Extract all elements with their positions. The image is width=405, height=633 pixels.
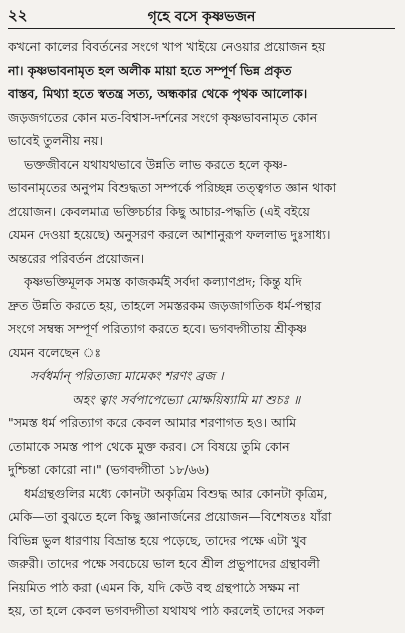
text-line: হয়, তা হলে কেবল ভগবদ্গীতা যথাযথ পাঠ করলেই তাদের সকল: [8, 603, 325, 618]
text-line: ভাবেই তুলনীয় নয়।: [8, 133, 103, 148]
text-line: মেকি—তা বুঝতে হলে কিছু জ্ঞানার্জনের প্রয়োজন—বিশেষতঃ যাঁরা: [8, 509, 332, 524]
text-line: যেমন বলেছেন ঃ: [8, 344, 102, 360]
text-line: ভাবনামৃতের অনুপম বিশুদ্ধতা সম্পর্কে পরিচ্ছন্ন তত্ত্বগত জ্ঞান থাকা: [8, 180, 337, 195]
text-line: তোমাকে সমস্ত পাপ থেকে মুক্ত করব। সে বিষয়ে তুমি কোন: [8, 438, 290, 454]
text-line: দুশ্চিন্তা কোরো না।" (ভগবদ্গীতা ১৮/৬৬): [8, 462, 210, 477]
text-line: কৃষ্ণভক্তিমূলক সমস্ত কাজকর্মই সর্বদা কল্যাণপ্রদ; কিন্তু যদি: [24, 274, 302, 289]
text-line: কখনো কালের বিবর্তনের সংগে খাপ খাইয়ে নেওয়ার প্রয়োজন হয়: [8, 39, 326, 54]
text-line: জড়জগতের কোন মত-বিশ্বাস-দর্শনের সংগে কৃষ্ণভাবনামৃত কোন: [8, 109, 318, 125]
page-number: ২২: [8, 6, 28, 24]
page-header: [8, 4, 395, 28]
text-line: বাস্তব, মিথ্যা হতে স্বতন্ত্র সত্য, অন্ধকার থেকে পৃথক আলোক।: [8, 86, 308, 101]
verse-line: সর্বধর্মান্ পরিত্যজ্য মামেকং শরণং ব্রজ ।: [30, 368, 224, 383]
text-line: ধর্মগ্রন্থগুলির মধ্যে কোনটা অকৃত্রিম বিশুদ্ধ আর কোনটা কৃত্রিম,: [24, 485, 328, 501]
text-line: বিভিন্ন ভুল ধারণায় বিভ্রান্ত হয়ে পড়েছে, তাদের পক্ষে এটা খুব: [8, 532, 307, 548]
running-title: গৃহে বসে কৃষ্ণভজন: [147, 9, 256, 25]
text-line: "সমস্ত ধর্ম পরিত্যাগ করে কেবল আমার শরণাগত হও। আমি: [8, 415, 297, 430]
text-line: ভক্তজীবনে যথাযথভাবে উন্নতি লাভ করতে হলে কৃষ্ণ-: [24, 156, 288, 172]
text-line: দ্রুত উন্নতি করতে হয়, তাহলে সমস্তরকম জড়জাগতিক ধর্ম-পন্থার: [8, 297, 322, 313]
text-line: জরুরী। তাদের পক্ষে সবচেয়ে ভাল হবে শ্রীল প্রভুপাদের গ্রন্থাবলী: [8, 556, 320, 571]
verse-line: অহং ত্বাং সর্বপাপেভ্যো মোক্ষয়িষ্যামি মা শুচঃ ॥: [72, 391, 301, 407]
text-line: অন্তরের পরিবর্তন প্রয়োজন।: [8, 250, 145, 266]
text-line: যেমন দেওয়া হয়েছে) অনুসরণ করলে আশানুরূপ ফললাভ দুঃসাধ্য।: [8, 227, 331, 242]
text-line: সংগে সম্বন্ধ সম্পূর্ণ পরিত্যাগ করতে হবে। ভগবদ্গীতায় শ্রীকৃষ্ণ: [8, 321, 307, 336]
text-line: না। কৃষ্ণভাবনামৃত হল অলীক মায়া হতে সম্পূর্ণ ভিন্ন প্রকৃত: [8, 62, 292, 78]
body-text: [8, 35, 395, 623]
text-line: প্রয়োজন। কেবলমাত্র ভক্তিচর্চার কিছু আচার-পদ্ধতি (এই বইয়ে: [8, 203, 310, 219]
text-line: নিয়মিত পাঠ করা (এমন কি, যদি কেউ বহু গ্রন্থপাঠে সক্ষম না: [8, 579, 300, 595]
